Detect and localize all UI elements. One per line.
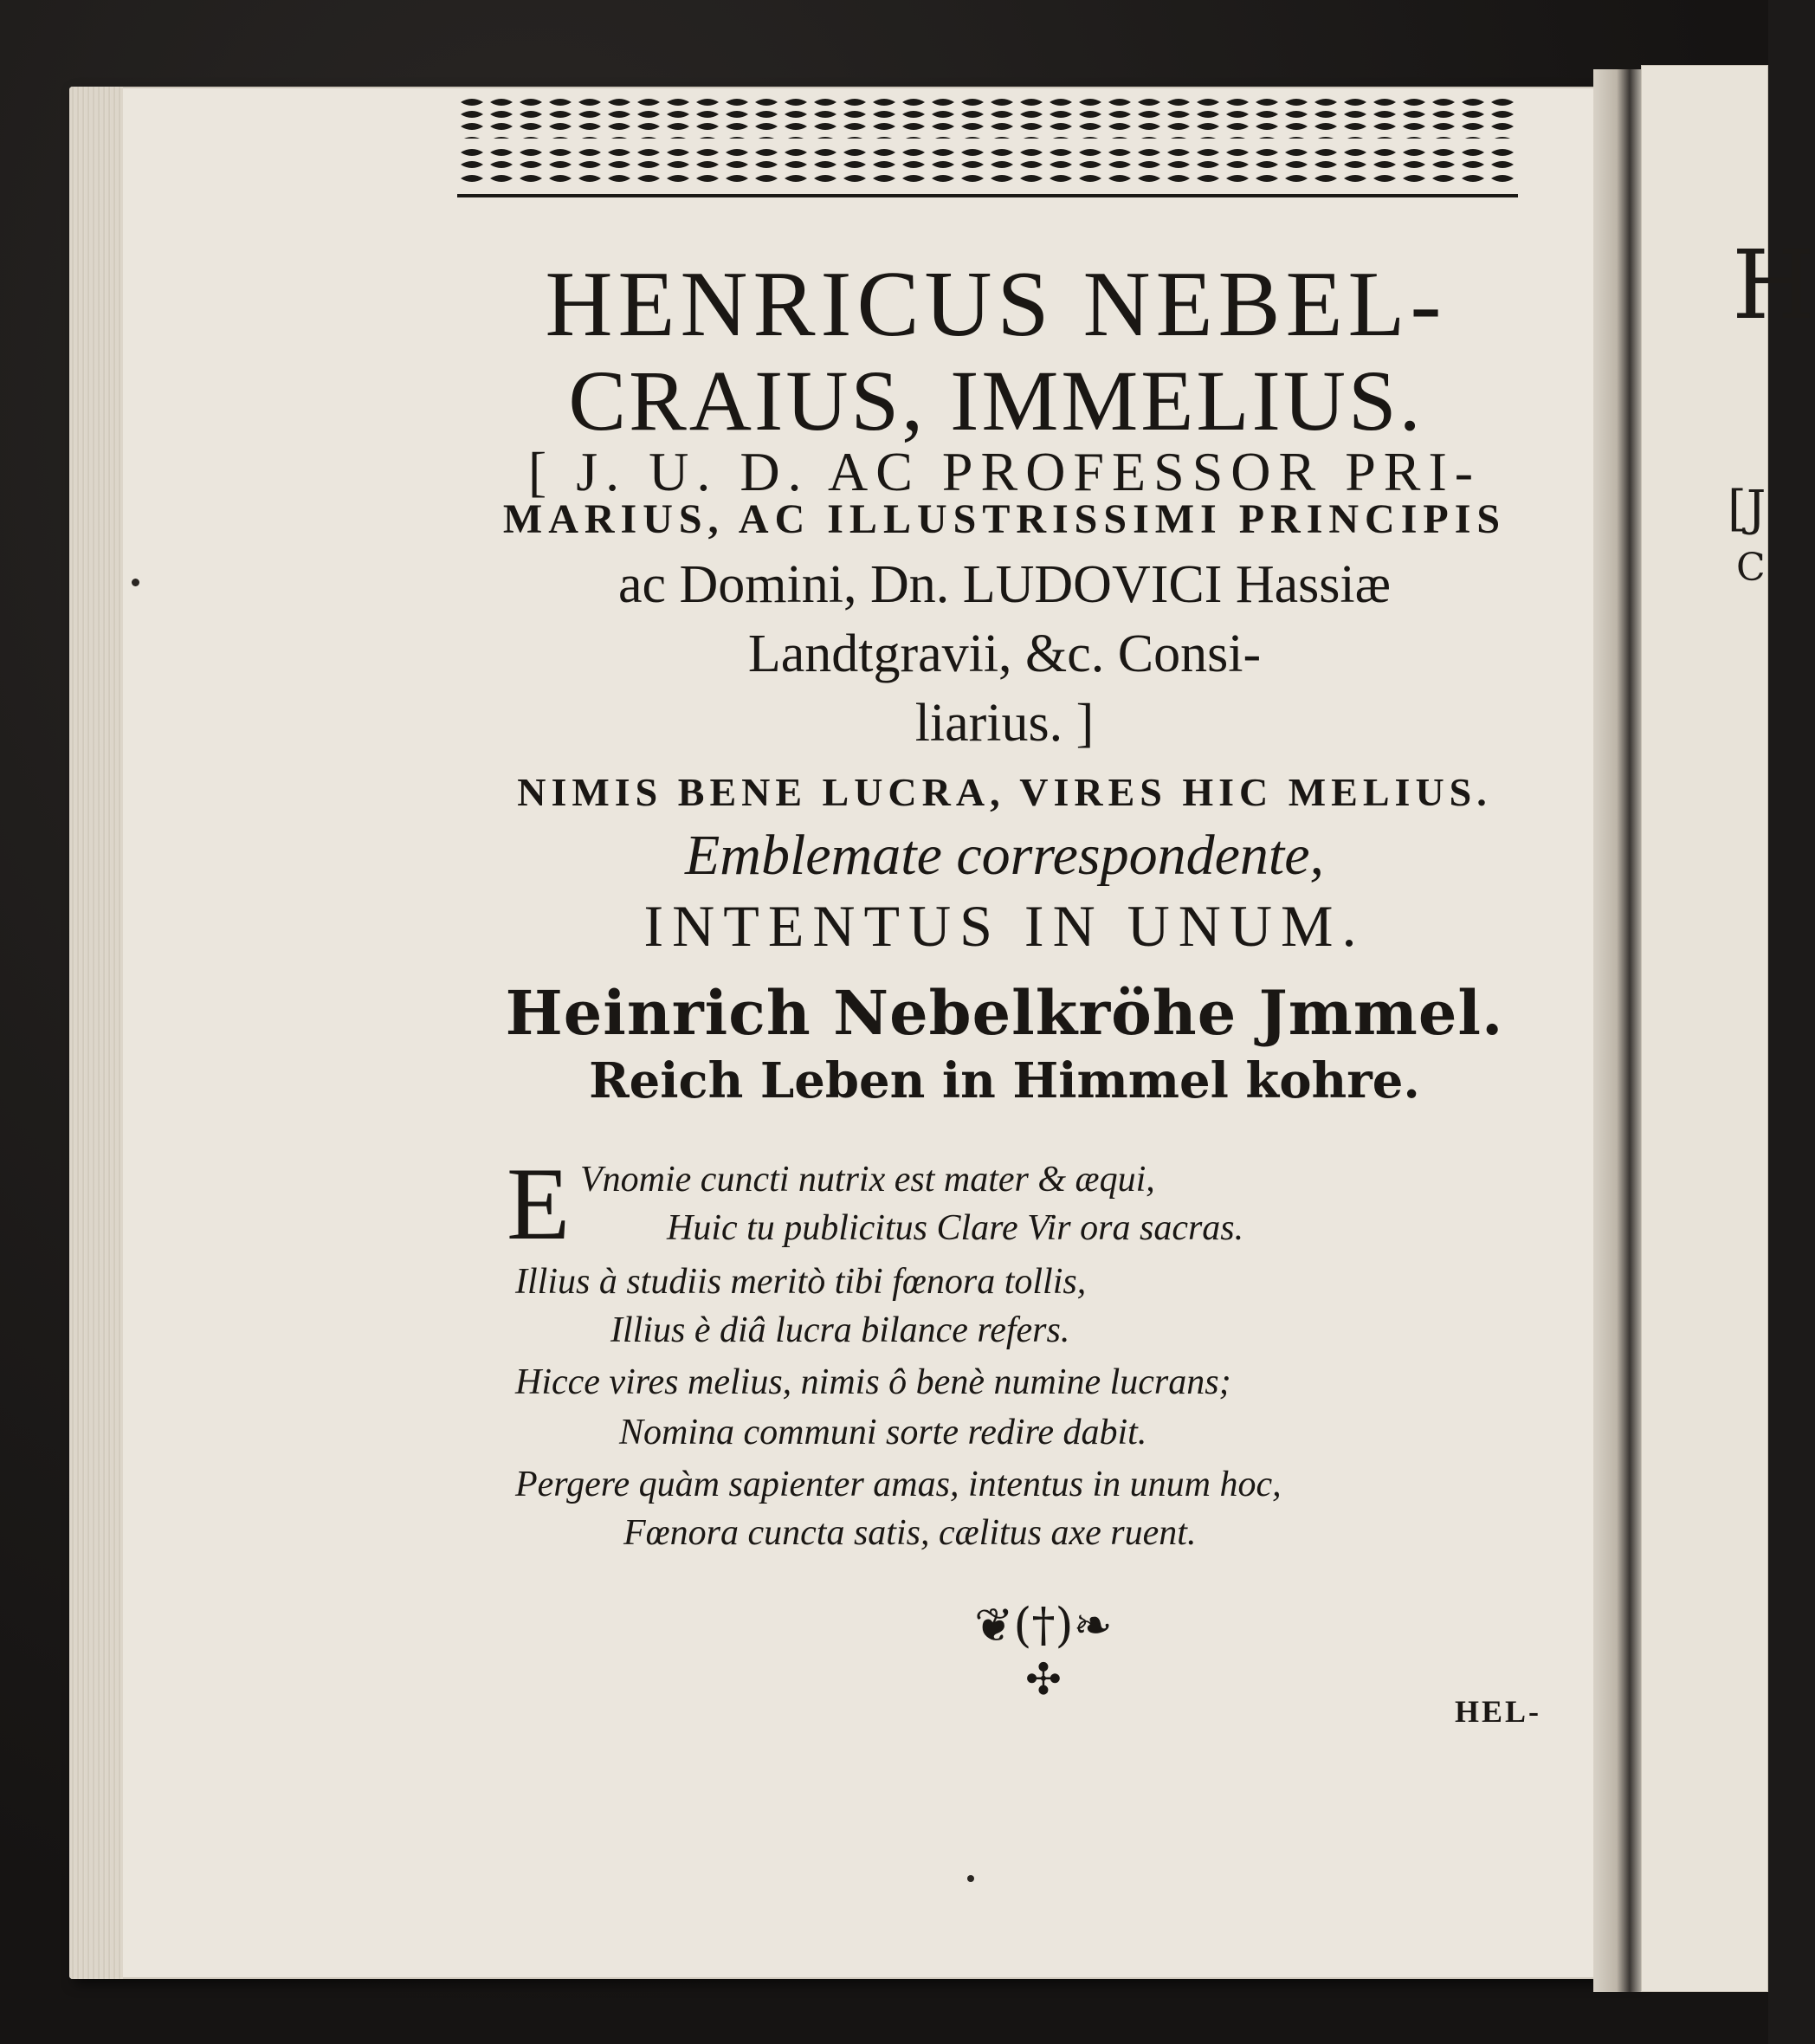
- right-page: [1641, 65, 1815, 1992]
- poem-line-4: Illius è diâ lucra bilance refers.: [610, 1310, 1070, 1350]
- emblem-line: Emblemate correspondente,: [684, 824, 1325, 887]
- poem-dropcap: E: [507, 1146, 571, 1261]
- subtitle-line-4: Landtgravii, &c. Consi-: [747, 624, 1262, 683]
- title-line-2: CRAIUS, IMMELIUS.: [568, 353, 1424, 449]
- headpiece-ornament: [457, 95, 1518, 204]
- right-page-fragment-2: [J: [1728, 481, 1767, 537]
- fleuron-ornament-bottom: ✣: [1025, 1654, 1062, 1704]
- poem-line-1: Vnomie cuncti nutrix est mater & æqui,: [580, 1160, 1155, 1200]
- poem-line-3: Illius à studiis meritò tibi fœnora tollis,: [515, 1262, 1087, 1302]
- subtitle-line-3: ac Domini, Dn. LUDOVICI Hassiæ: [617, 555, 1391, 614]
- subtitle-line-5: liarius. ]: [914, 694, 1095, 753]
- ink-speck: [967, 1875, 974, 1882]
- motto: NIMIS BENE LUCRA, VIRES HIC MELIUS.: [517, 770, 1492, 814]
- german-line-2: Reich Leben in Himmel kohre.: [589, 1052, 1420, 1109]
- right-page-fragment-1: H: [1732, 230, 1815, 340]
- fleuron-ornament: ❦(†)❧: [974, 1598, 1113, 1653]
- poem-line-2: Huic tu publicitus Clare Vir ora sacras.: [667, 1208, 1244, 1248]
- subtitle-line-1: [ J. U. D. AC PROFESSOR PRI-: [527, 441, 1482, 502]
- poem-line-8: Fœnora cuncta satis, cælitus axe ruent.: [623, 1513, 1197, 1553]
- intentus-line: INTENTUS IN UNUM.: [643, 893, 1366, 959]
- ink-speck: [132, 579, 139, 586]
- catchword: HEL-: [1455, 1694, 1542, 1729]
- title-line-1: HENRICUS NEBEL-: [545, 253, 1447, 356]
- headpiece-ornament-svg: [457, 95, 1518, 204]
- page-edges: [69, 87, 123, 1979]
- poem-line-6: Nomina communi sorte redire dabit.: [619, 1413, 1147, 1452]
- subtitle-line-2: MARIUS, AC ILLUSTRISSIMI PRINCIPIS: [502, 496, 1507, 542]
- poem-line-7: Pergere quàm sapienter amas, intentus in unum hoc,: [515, 1465, 1282, 1504]
- poem-line-5: Hicce vires melius, nimis ô benè numine lucrans;: [515, 1362, 1231, 1402]
- german-line-1: Heinrich Nebelkröhe Jmmel.: [505, 977, 1504, 1049]
- book-gutter: [1593, 69, 1645, 1992]
- right-page-fragment-3: C: [1736, 546, 1766, 590]
